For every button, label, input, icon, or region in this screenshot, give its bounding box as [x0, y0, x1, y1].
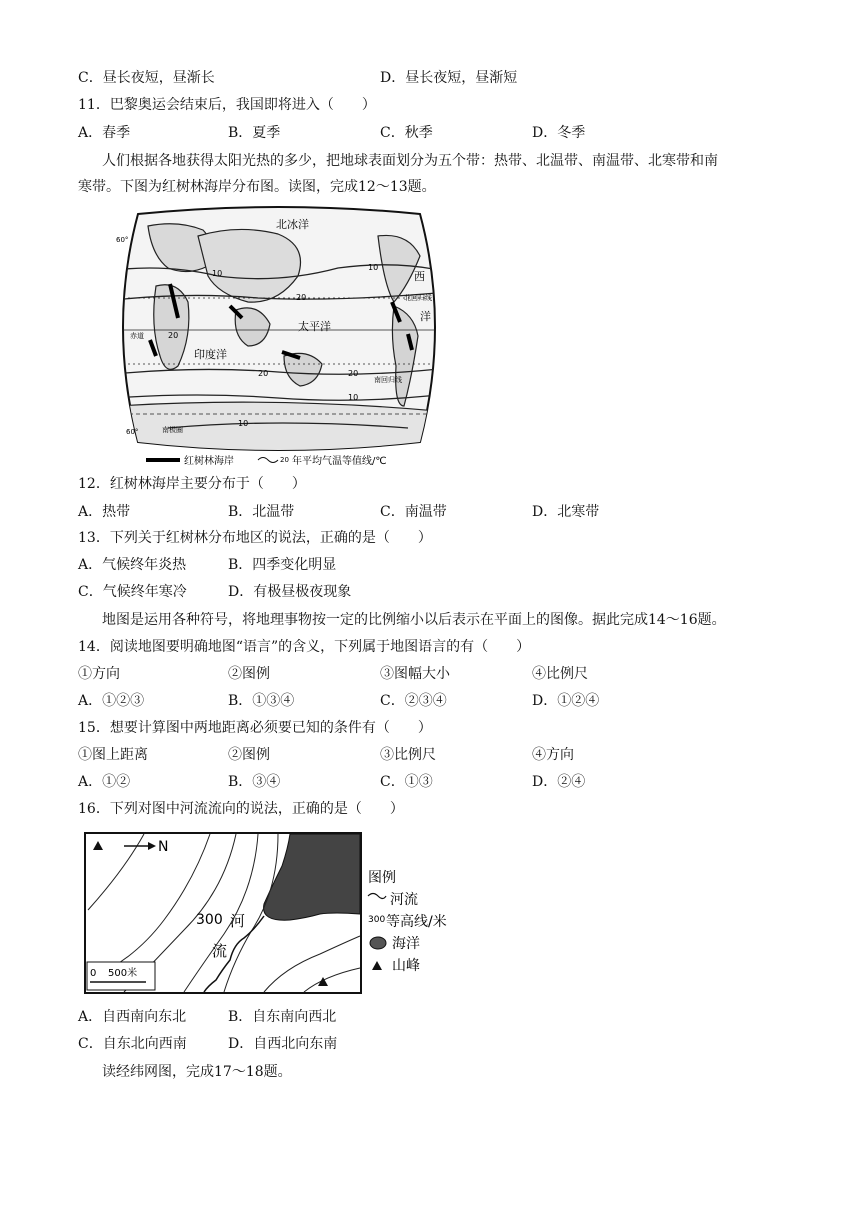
map1-iso-10: 10	[212, 269, 223, 278]
map1-label-arctic: 北冰洋	[276, 218, 309, 231]
legend-river-icon	[368, 894, 386, 899]
map1-iso-10c: 10	[238, 419, 249, 428]
q14-item-4: ④比例尺	[532, 666, 588, 682]
q16-stem: 16．下列对图中河流流向的说法，正确的是（ ）	[78, 801, 404, 817]
q13-option-d: D．有极昼极夜现象	[228, 584, 352, 600]
q14-item-3: ③图幅大小	[380, 666, 450, 682]
q15-option-c: C．①③	[380, 774, 433, 790]
map1-iso-20d: 20	[258, 369, 269, 378]
q14-stem: 14．阅读地图要明确地图“语言”的含义，下列属于地图语言的有（ ）	[78, 639, 531, 655]
q14-option-c: C．②③④	[380, 693, 447, 709]
map1-iso-10b: 10	[348, 393, 359, 402]
q15-option-b: B．③④	[228, 774, 281, 790]
map2-scale-zero: 0	[90, 968, 97, 979]
map1-legend-isotherm: 年平均气温等值线/℃	[292, 456, 387, 467]
map2-river-char2: 流	[212, 942, 228, 960]
map1-iso-20c: 20	[348, 369, 359, 378]
map1-iso-10d: 10	[368, 263, 379, 272]
q16-option-c: C．自东北向西南	[78, 1036, 187, 1052]
map2-legend-ocean: 海洋	[392, 936, 420, 952]
map2-river-char1: 河	[230, 912, 246, 930]
q14-item-2: ②图例	[228, 666, 270, 682]
q15-option-a: A．①②	[78, 774, 131, 790]
passage-14-16: 地图是运用各种符号，将地理事物按一定的比例缩小以后表示在平面上的图像。据此完成14～16题。	[102, 612, 726, 628]
map2-scale: 500米	[108, 968, 138, 979]
map1-label-equator: 赤道	[130, 332, 144, 340]
map1-iso-20: 20	[296, 293, 307, 302]
intro-17-18: 读经纬网图，完成17～18题。	[102, 1064, 292, 1080]
map2-legend-river: 河流	[390, 892, 418, 908]
q14-item-1: ①方向	[78, 666, 120, 682]
map1-legend-isotherm-swatch	[258, 458, 278, 463]
map1-label-s-tropic: 南回归线	[374, 376, 402, 384]
q14-option-a: A．①②③	[78, 693, 145, 709]
map1-legend-mangrove: 红树林海岸	[184, 456, 234, 467]
q15-option-d: D．②④	[532, 774, 586, 790]
q15-stem: 15．想要计算图中两地距离必须要已知的条件有（ ）	[78, 720, 432, 736]
passage-12-13-line2: 寒带。下图为红树林海岸分布图。读图，完成12～13题。	[78, 179, 436, 195]
passage-12-13-line1: 人们根据各地获得太阳光热的多少，把地球表面划分为五个带：热带、北温带、南温带、北寒带和南	[102, 153, 718, 169]
q13-stem: 13．下列关于红树林分布地区的说法，正确的是（ ）	[78, 530, 432, 546]
legend-peak-icon	[372, 961, 382, 970]
q11-option-d: D．冬季	[532, 125, 586, 141]
map1-label-west: 西	[414, 270, 425, 283]
q12-option-a: A．热带	[78, 504, 131, 520]
map1-label-antarctic: 南极圈	[162, 426, 183, 434]
q12-option-d: D．北寒带	[532, 504, 600, 520]
q13-option-c: C．气候终年寒冷	[78, 584, 187, 600]
q16-option-b: B．自东南向西北	[228, 1009, 337, 1025]
q15-item-2: ②图例	[228, 747, 270, 763]
map1-label-pacific: 太平洋	[298, 320, 331, 333]
map2-legend-title: 图例	[368, 870, 396, 886]
q12-option-c: C．南温带	[380, 504, 447, 520]
map1-label-ocean: 洋	[420, 310, 431, 323]
q12-option-b: B．北温带	[228, 504, 295, 520]
q11-option-c: C．秋季	[380, 125, 433, 141]
q15-item-4: ④方向	[532, 747, 574, 763]
q11-option-a: A．春季	[78, 125, 131, 141]
legend-ocean-icon	[370, 937, 386, 949]
map2-legend-contour: 等高线/米	[386, 914, 447, 930]
q12-stem: 12．红树林海岸主要分布于（ ）	[78, 476, 306, 492]
q16-option-a: A．自西南向东北	[78, 1009, 187, 1025]
map1-label-n-tropic: 北回归线	[404, 294, 432, 302]
q10-option-c: C．昼长夜短，昼渐长	[78, 70, 215, 86]
map2-north: N	[158, 839, 169, 855]
q10-option-d: D．昼长夜短，昼渐短	[380, 70, 518, 86]
map1-iso-20b: 20	[168, 331, 179, 340]
map1-legend-sample: 20	[280, 456, 289, 464]
q16-option-d: D．自西北向东南	[228, 1036, 338, 1052]
q15-item-3: ③比例尺	[380, 747, 436, 763]
map2-contour-value: 300	[196, 912, 223, 928]
map2-legend-peak: 山峰	[392, 958, 420, 974]
map1-label-indian: 印度洋	[194, 348, 227, 361]
q14-option-d: D．①②④	[532, 693, 600, 709]
map1-lat-s60: 60°	[126, 428, 139, 436]
q13-option-b: B．四季变化明显	[228, 557, 337, 573]
map2-legend-contour-prefix: 300	[368, 915, 386, 925]
q13-option-a: A．气候终年炎热	[78, 557, 187, 573]
map1-lat-n60: 60°	[116, 236, 129, 244]
q11-option-b: B．夏季	[228, 125, 281, 141]
mangrove-world-map	[108, 206, 448, 470]
q14-option-b: B．①③④	[228, 693, 295, 709]
contour-river-map	[84, 830, 448, 996]
q11-stem: 11．巴黎奥运会结束后，我国即将进入（ ）	[78, 97, 376, 113]
q15-item-1: ①图上距离	[78, 747, 148, 763]
